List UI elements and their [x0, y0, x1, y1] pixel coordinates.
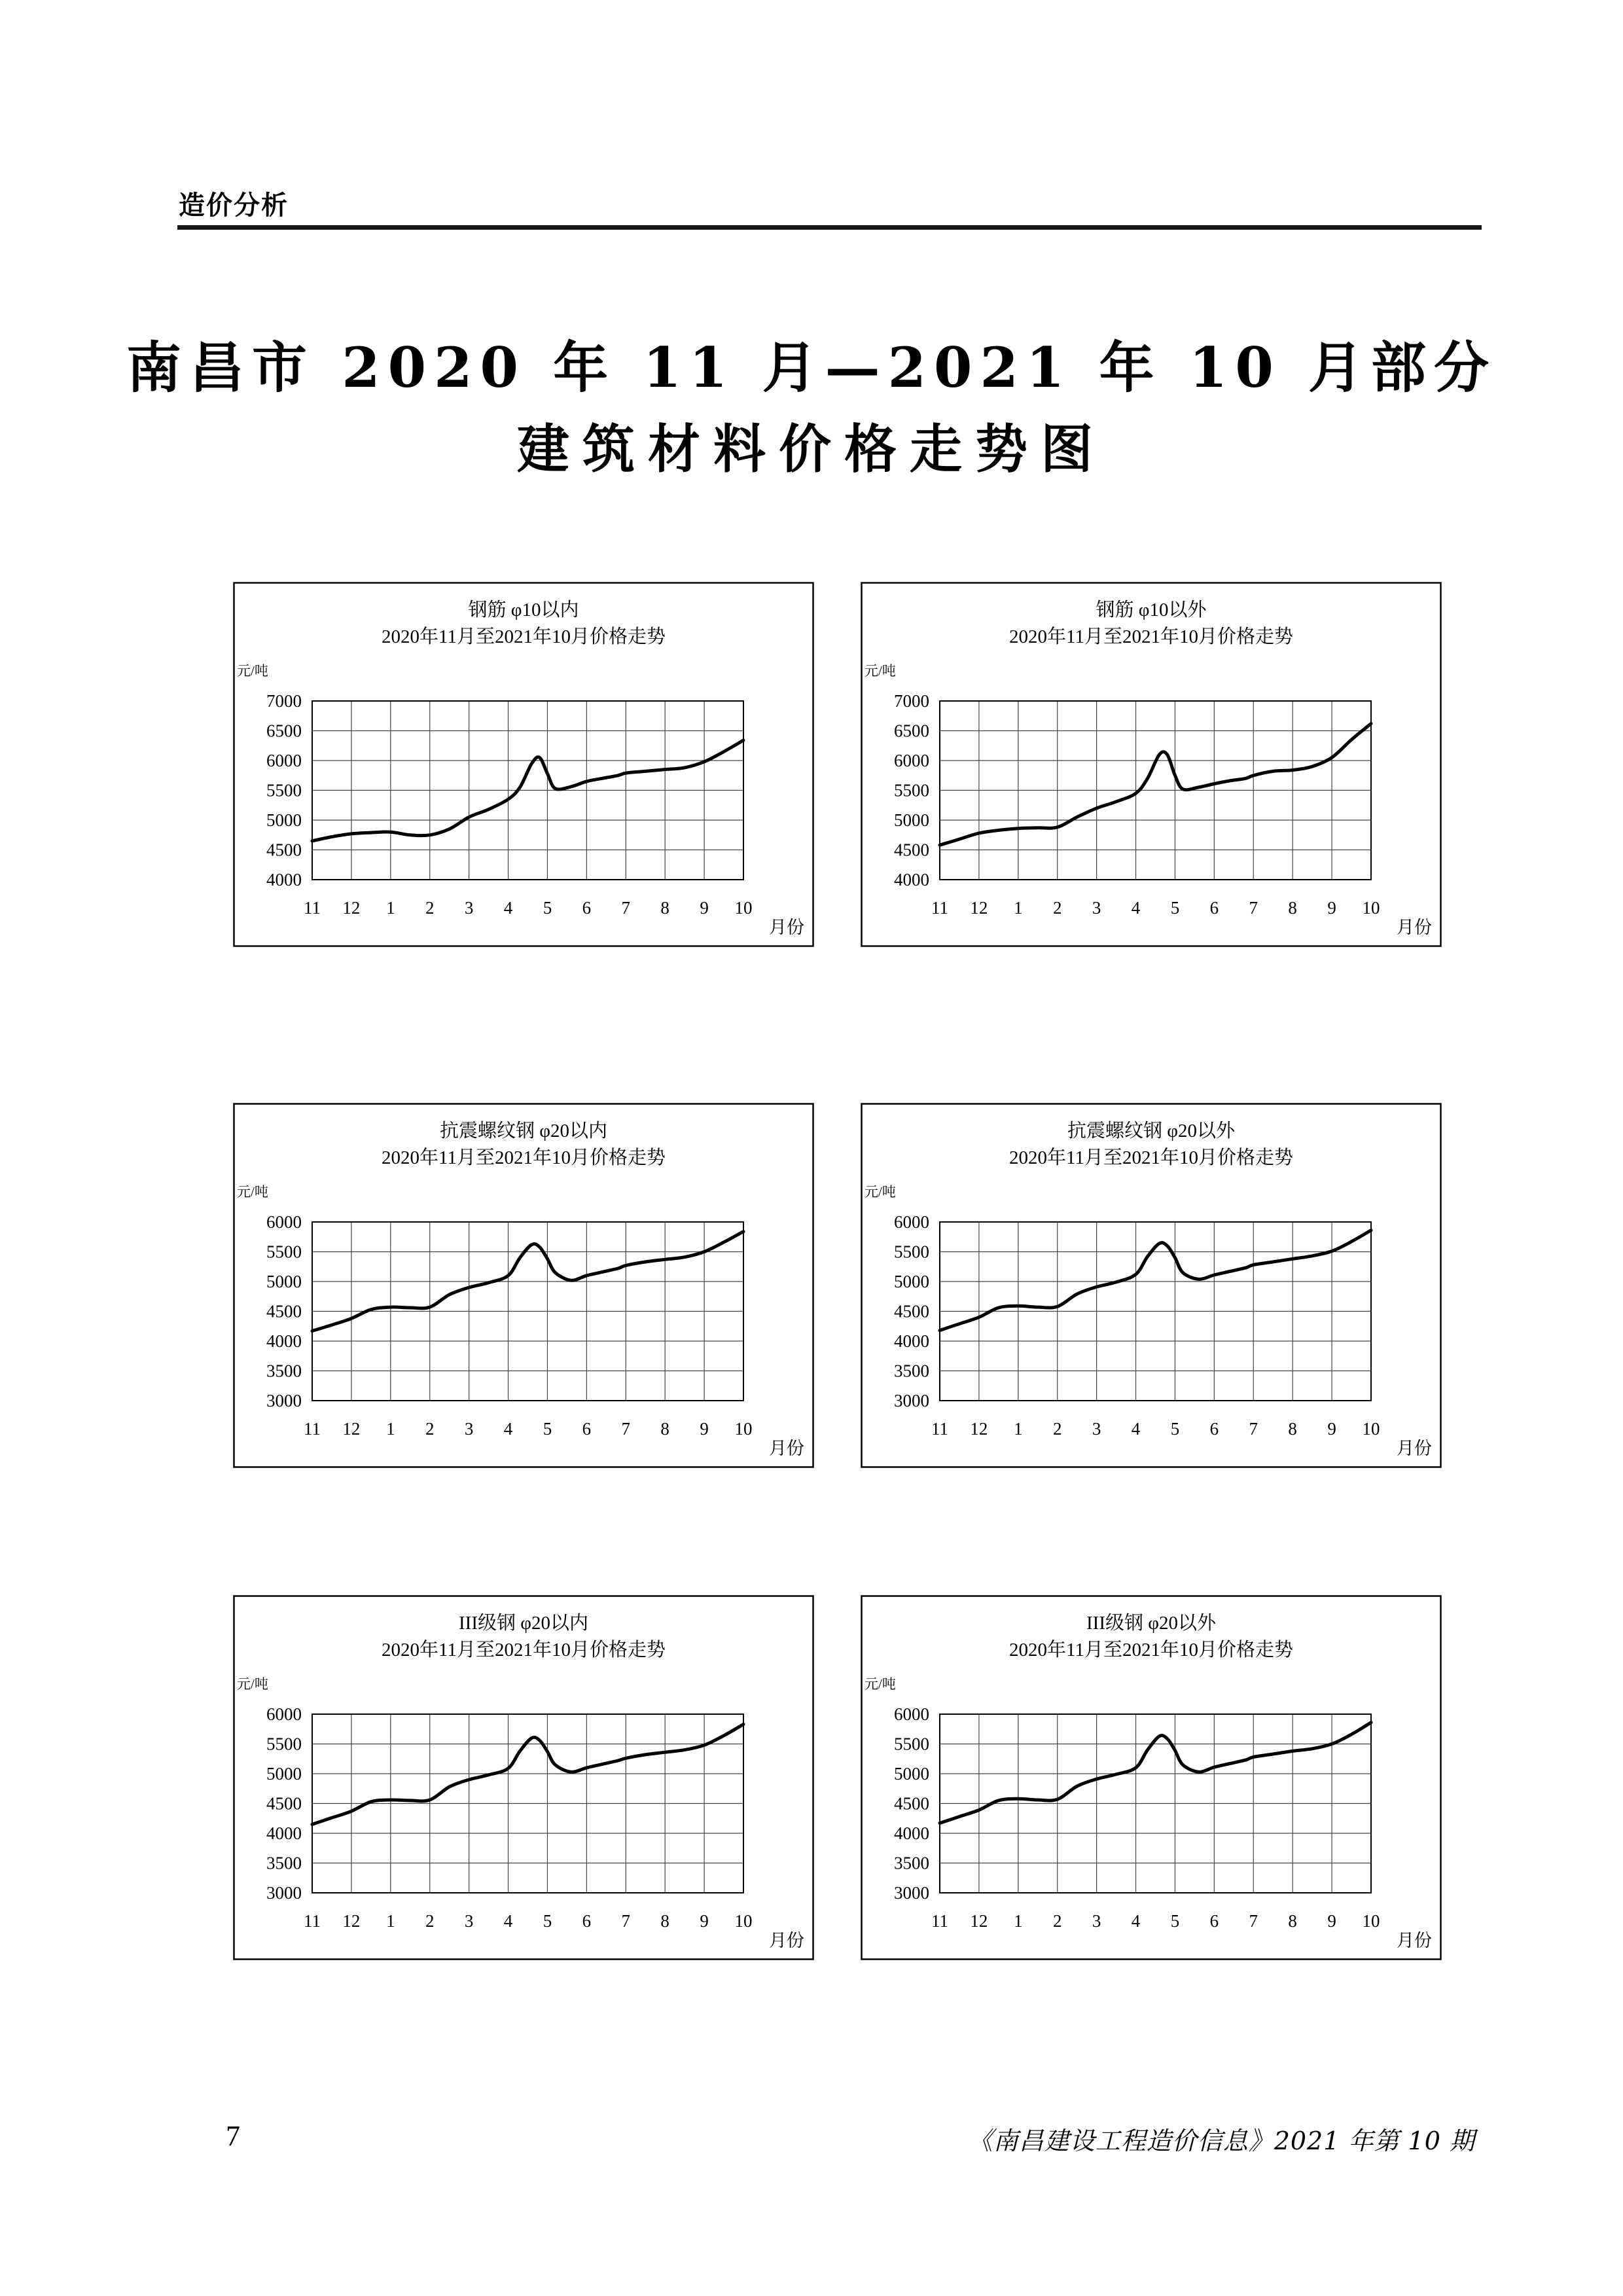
x-tick-label: 10 — [1362, 1419, 1380, 1439]
y-tick-label: 4500 — [266, 840, 302, 860]
y-tick-label: 5500 — [894, 1734, 929, 1754]
x-axis-label: 月份 — [1397, 918, 1432, 937]
x-axis-label: 月份 — [769, 918, 804, 937]
y-tick-label: 6000 — [894, 751, 929, 770]
x-tick-label: 6 — [1209, 898, 1219, 918]
chart-panel — [861, 1103, 1442, 1468]
x-tick-label: 3 — [464, 1911, 474, 1931]
chart-panel — [861, 1595, 1442, 1960]
y-tick-label: 3000 — [266, 1391, 302, 1410]
chart-subtitle: 2020年11月至2021年10月价格走势 — [382, 1147, 666, 1168]
x-tick-label: 7 — [621, 1911, 631, 1931]
x-tick-label: 1 — [1014, 1911, 1023, 1931]
y-tick-label: 4500 — [266, 1301, 302, 1321]
x-tick-label: 10 — [734, 1419, 753, 1439]
x-tick-label: 12 — [970, 898, 988, 918]
chart-title: 抗震螺纹钢 φ20以外 — [1067, 1121, 1235, 1141]
x-tick-label: 4 — [1131, 1911, 1141, 1931]
x-tick-label: 8 — [1288, 1911, 1297, 1931]
y-tick-label: 6000 — [266, 1704, 302, 1724]
chart-title: 钢筋 φ10以外 — [1096, 600, 1207, 620]
x-tick-label: 5 — [543, 1419, 552, 1439]
x-axis-label: 月份 — [1397, 1931, 1432, 1950]
y-tick-label: 7000 — [266, 691, 302, 711]
chart-subtitle: 2020年11月至2021年10月价格走势 — [1009, 626, 1293, 647]
x-tick-label: 2 — [1052, 898, 1062, 918]
y-tick-label: 5500 — [894, 1242, 929, 1262]
x-tick-label: 2 — [1052, 1419, 1062, 1439]
chart-title: 钢筋 φ10以内 — [468, 600, 579, 620]
price-trend-chart — [233, 1595, 814, 1960]
y-tick-label: 3500 — [894, 1853, 929, 1873]
y-tick-label: 3500 — [266, 1853, 302, 1873]
x-tick-label: 11 — [931, 898, 948, 918]
y-axis-label: 元/吨 — [237, 1676, 268, 1692]
price-trend-chart — [233, 582, 814, 947]
y-tick-label: 5000 — [894, 1272, 929, 1291]
chart-title: III级钢 φ20以内 — [459, 1613, 588, 1634]
y-axis-label: 元/吨 — [865, 1676, 896, 1692]
x-tick-label: 9 — [700, 1911, 709, 1931]
x-tick-label: 11 — [304, 898, 321, 918]
y-tick-label: 3000 — [894, 1883, 929, 1903]
price-trend-chart — [861, 1103, 1442, 1468]
x-tick-label: 12 — [342, 898, 361, 918]
x-tick-label: 8 — [1288, 898, 1297, 918]
x-axis-label: 月份 — [769, 1439, 804, 1458]
y-tick-label: 3000 — [894, 1391, 929, 1410]
x-tick-label: 5 — [1170, 898, 1180, 918]
y-tick-label: 4500 — [894, 840, 929, 860]
y-tick-label: 4500 — [894, 1793, 929, 1814]
x-tick-label: 12 — [342, 1419, 361, 1439]
x-tick-label: 9 — [1327, 1911, 1336, 1931]
x-tick-label: 11 — [931, 1419, 948, 1439]
page-title-line2: 建筑材料价格走势图 — [517, 418, 1106, 480]
x-tick-label: 6 — [582, 1911, 592, 1931]
x-tick-label: 1 — [386, 1419, 395, 1439]
y-tick-label: 3500 — [894, 1361, 929, 1381]
y-tick-label: 6000 — [266, 751, 302, 770]
y-tick-label: 6000 — [894, 1704, 929, 1724]
chart-subtitle: 2020年11月至2021年10月价格走势 — [382, 626, 666, 647]
x-tick-label: 6 — [582, 898, 592, 918]
y-tick-label: 4000 — [894, 870, 929, 889]
x-tick-label: 9 — [700, 1419, 709, 1439]
chart-panel — [233, 582, 814, 947]
x-tick-label: 7 — [621, 1419, 631, 1439]
y-tick-label: 5000 — [266, 1764, 302, 1784]
y-tick-label: 6500 — [266, 721, 302, 741]
chart-subtitle: 2020年11月至2021年10月价格走势 — [382, 1640, 666, 1660]
x-tick-label: 12 — [970, 1419, 988, 1439]
x-tick-label: 8 — [1288, 1419, 1297, 1439]
x-tick-label: 9 — [700, 898, 709, 918]
x-tick-label: 11 — [304, 1419, 321, 1439]
y-tick-label: 5500 — [894, 780, 929, 800]
x-tick-label: 12 — [970, 1911, 988, 1931]
y-axis-label: 元/吨 — [237, 663, 268, 679]
x-tick-label: 5 — [543, 1911, 552, 1931]
x-tick-label: 1 — [386, 1911, 395, 1931]
x-tick-label: 1 — [1014, 898, 1023, 918]
x-axis-label: 月份 — [769, 1931, 804, 1950]
x-tick-label: 3 — [464, 898, 474, 918]
chart-subtitle: 2020年11月至2021年10月价格走势 — [1009, 1147, 1293, 1168]
x-tick-label: 5 — [1170, 1911, 1180, 1931]
y-tick-label: 4000 — [894, 1331, 929, 1351]
y-tick-label: 5000 — [266, 810, 302, 830]
x-tick-label: 4 — [503, 1911, 513, 1931]
y-tick-label: 4500 — [894, 1301, 929, 1321]
x-tick-label: 8 — [660, 1911, 669, 1931]
x-tick-label: 6 — [1209, 1911, 1219, 1931]
y-tick-label: 5000 — [266, 1272, 302, 1291]
x-tick-label: 6 — [1209, 1419, 1219, 1439]
chart-panel — [861, 582, 1442, 947]
y-tick-label: 4500 — [266, 1793, 302, 1814]
x-tick-label: 2 — [425, 1911, 435, 1931]
x-tick-label: 5 — [543, 898, 552, 918]
price-trend-chart — [861, 582, 1442, 947]
x-tick-label: 8 — [660, 898, 669, 918]
x-tick-label: 5 — [1170, 1419, 1180, 1439]
section-label: 造价分析 — [179, 190, 289, 221]
chart-panel — [233, 1103, 814, 1468]
x-tick-label: 4 — [503, 898, 513, 918]
y-tick-label: 6500 — [894, 721, 929, 741]
header-rule — [177, 225, 1482, 230]
x-tick-label: 7 — [1249, 1419, 1258, 1439]
page-title-line1: 南昌市 2020 年 11 月—2021 年 10 月部分 — [126, 335, 1497, 400]
chart-title: 抗震螺纹钢 φ20以内 — [440, 1121, 607, 1141]
journal-citation: 《南昌建设工程造价信息》2021 年第 10 期 — [967, 2126, 1475, 2155]
x-tick-label: 4 — [1131, 1419, 1141, 1439]
x-tick-label: 8 — [660, 1419, 669, 1439]
x-tick-label: 7 — [621, 898, 631, 918]
y-tick-label: 3500 — [266, 1361, 302, 1381]
chart-panel — [233, 1595, 814, 1960]
y-axis-label: 元/吨 — [237, 1184, 268, 1200]
y-tick-label: 5500 — [266, 1734, 302, 1754]
y-axis-label: 元/吨 — [865, 1184, 896, 1200]
x-tick-label: 1 — [1014, 1419, 1023, 1439]
x-tick-label: 3 — [1092, 1911, 1101, 1931]
y-tick-label: 3000 — [266, 1883, 302, 1903]
x-tick-label: 9 — [1327, 898, 1336, 918]
x-tick-label: 3 — [1092, 898, 1101, 918]
y-tick-label: 4000 — [266, 1331, 302, 1351]
price-trend-chart — [861, 1595, 1442, 1960]
x-tick-label: 9 — [1327, 1419, 1336, 1439]
x-tick-label: 2 — [425, 1419, 435, 1439]
y-tick-label: 5000 — [894, 1764, 929, 1784]
price-trend-chart — [233, 1103, 814, 1468]
chart-subtitle: 2020年11月至2021年10月价格走势 — [1009, 1640, 1293, 1660]
x-tick-label: 10 — [734, 898, 753, 918]
y-tick-label: 4000 — [266, 870, 302, 889]
x-axis-label: 月份 — [1397, 1439, 1432, 1458]
y-tick-label: 5500 — [266, 780, 302, 800]
x-tick-label: 6 — [582, 1419, 592, 1439]
x-tick-label: 11 — [304, 1911, 321, 1931]
y-tick-label: 4000 — [894, 1823, 929, 1843]
x-tick-label: 12 — [342, 1911, 361, 1931]
y-tick-label: 6000 — [266, 1212, 302, 1232]
page-number: 7 — [226, 2120, 240, 2152]
y-tick-label: 5500 — [266, 1242, 302, 1262]
x-tick-label: 10 — [1362, 1911, 1380, 1931]
x-tick-label: 10 — [1362, 898, 1380, 918]
y-tick-label: 4000 — [266, 1823, 302, 1843]
y-tick-label: 7000 — [894, 691, 929, 711]
x-tick-label: 10 — [734, 1911, 753, 1931]
x-tick-label: 2 — [425, 898, 435, 918]
x-tick-label: 3 — [1092, 1419, 1101, 1439]
y-axis-label: 元/吨 — [865, 663, 896, 679]
x-tick-label: 4 — [503, 1419, 513, 1439]
x-tick-label: 7 — [1249, 1911, 1258, 1931]
x-tick-label: 1 — [386, 898, 395, 918]
y-tick-label: 5000 — [894, 810, 929, 830]
chart-title: III级钢 φ20以外 — [1086, 1613, 1216, 1634]
x-tick-label: 4 — [1131, 898, 1141, 918]
x-tick-label: 7 — [1249, 898, 1258, 918]
y-tick-label: 6000 — [894, 1212, 929, 1232]
x-tick-label: 2 — [1052, 1911, 1062, 1931]
x-tick-label: 3 — [464, 1419, 474, 1439]
x-tick-label: 11 — [931, 1911, 948, 1931]
